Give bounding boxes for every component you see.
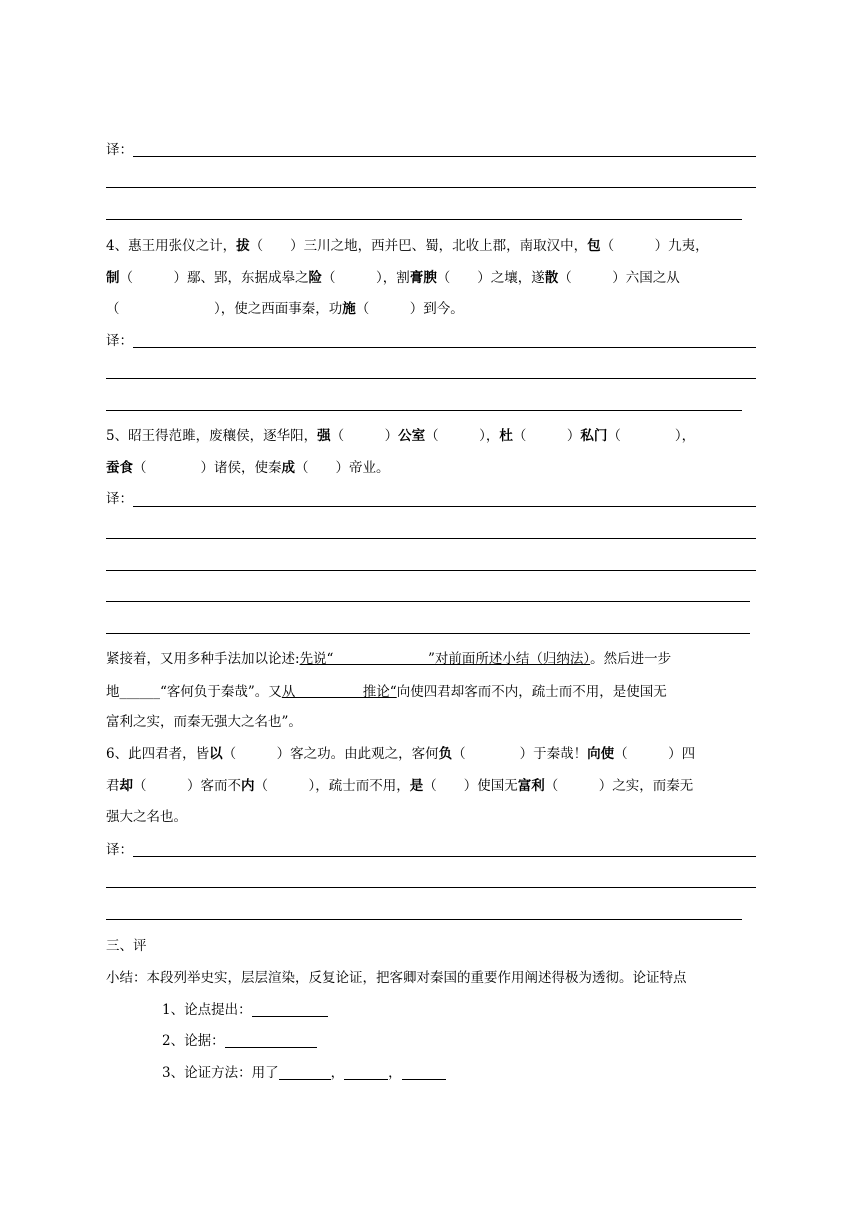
answer-line[interactable] — [106, 538, 756, 539]
translation-label: 译： — [106, 142, 133, 158]
answer-line[interactable] — [133, 506, 756, 507]
answer-line[interactable] — [106, 887, 756, 888]
answer-blank[interactable] — [279, 1065, 331, 1080]
answer-line[interactable] — [106, 219, 742, 220]
q6-line-1: 6、此四君者，皆以（ ）客之功。由此观之，客何负（ ）于秦哉！向使（ ）四 — [106, 746, 696, 762]
answer-line[interactable] — [133, 156, 756, 157]
answer-line[interactable] — [106, 410, 742, 411]
answer-line[interactable] — [106, 919, 742, 920]
answer-blank[interactable] — [252, 1002, 328, 1017]
answer-line[interactable] — [106, 633, 750, 634]
translation-label: 译： — [106, 491, 133, 507]
q6-line-2: 君却（ ）客而不内（ ），疏士而不用，是（ ）使国无富利（ ）之实，而秦无 — [106, 778, 694, 794]
answer-line[interactable] — [133, 856, 756, 857]
q4-line-3: （ ），使之西面事秦，功施（ ）到今。 — [106, 301, 464, 317]
answer-blank[interactable] — [225, 1033, 317, 1048]
translation-label: 译： — [106, 333, 133, 349]
q4-line-2: 制（ ）鄢、郢，东据成皋之险（ ），割膏腴（ ）之壤，遂散（ ）六国之从 — [106, 270, 680, 286]
translation-label: 译： — [106, 842, 133, 858]
section-3-heading: 三、评 — [106, 938, 147, 954]
q5-line-1: 5、昭王得范雎，废穰侯，逐华阳，强（ ）公室（ ），杜（ ）私门（ ）， — [106, 428, 696, 444]
q5-line-2: 蚕食（ ）诸侯，使秦成（ ）帝业。 — [106, 460, 390, 476]
summary-item-2: 2、论据： — [162, 1031, 756, 1051]
section-3-summary: 小结：本段列举史实，层层渲染，反复论证，把客卿对秦国的重要作用阐述得极为透彻。论证特点 — [106, 970, 687, 986]
transition-line-3: 富利之实，而秦无强大之名也”。 — [106, 714, 302, 730]
summary-item-1: 1、论点提出： — [162, 1000, 756, 1020]
q4-line-1: 4、惠王用张仪之计，拔（ ）三川之地，西并巴、蜀，北收上郡，南取汉中，包（ ）九夷， — [106, 238, 709, 254]
answer-blank[interactable] — [344, 1065, 388, 1080]
answer-line[interactable] — [106, 570, 756, 571]
answer-line[interactable] — [106, 187, 756, 188]
transition-line-2: 地______“客何负于秦哉”。又从 推论“向使四君却客而不内，疏士而不用，是使国无 — [106, 684, 667, 700]
answer-blank[interactable] — [402, 1065, 446, 1080]
transition-line-1: 紧接着，又用多种手法加以论述:先说“ ”对前面所述小结（归纳法）。然后进一步 — [106, 651, 672, 667]
summary-item-3: 3、论证方法：用了 ， ， — [162, 1063, 756, 1083]
answer-line[interactable] — [106, 378, 756, 379]
answer-line[interactable] — [106, 601, 750, 602]
answer-line[interactable] — [133, 347, 756, 348]
q6-line-3: 强大之名也。 — [106, 809, 187, 825]
